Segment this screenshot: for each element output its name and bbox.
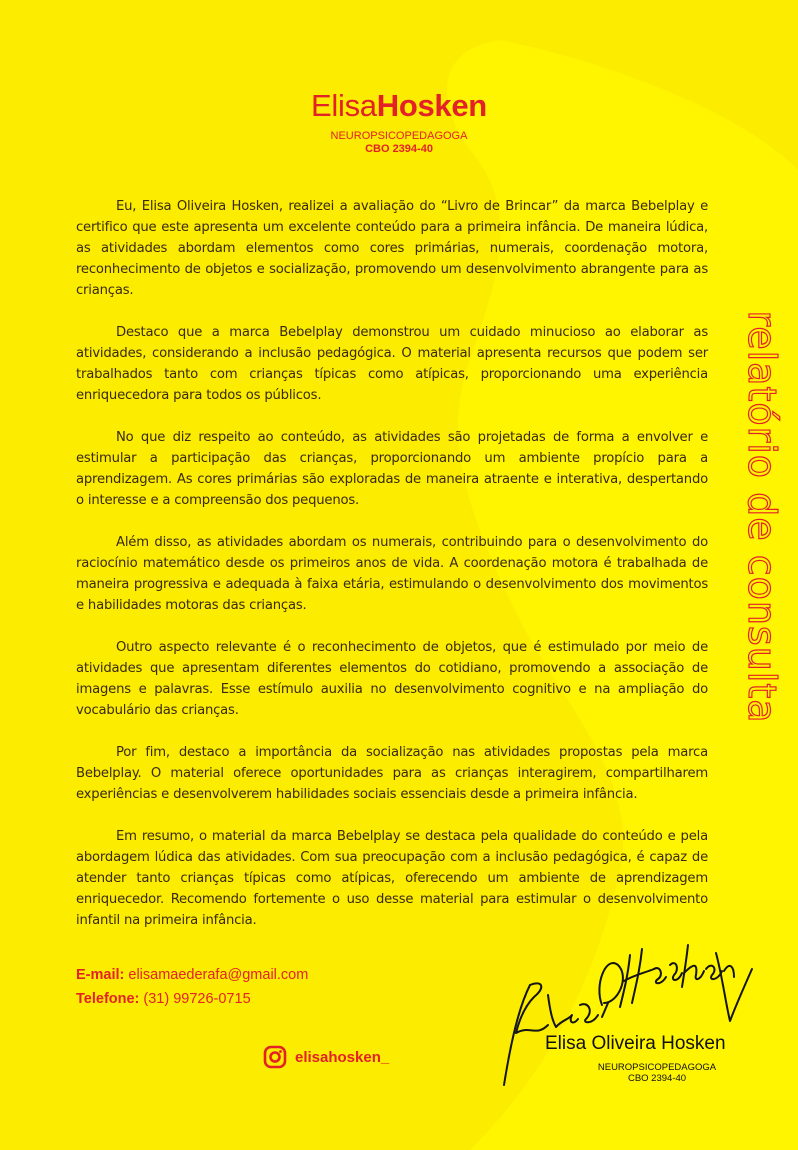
paragraph: Em resumo, o material da marca Bebelplay se destaca pela qualidade do conteúdo e pela abordagem lúdica das atividades. Com sua preocupação com a inclusão pedagógica, é capaz de atender tanto crianças típicas como atípicas, oferecendo um ambiente de aprendizagem enriquecedor. Recomendo fortemente o uso desse material para estimular o desenvolvimento infantil na primeira infância.: [76, 829, 708, 928]
header-role: NEUROPSICOPEDAGOGA: [330, 130, 468, 142]
contacts: [76, 963, 308, 1011]
phone-line: [76, 987, 308, 1011]
report-body: [76, 196, 708, 952]
phone-value: (31) 99726-0715: [143, 991, 251, 1007]
header: [0, 88, 798, 156]
header-cbo: CBO 2394-40: [365, 143, 433, 155]
phone-label: Telefone:: [76, 991, 140, 1007]
paragraph: Eu, Elisa Oliveira Hosken, realizei a avaliação do “Livro de Brincar” da marca Bebelplay e certifico que este apresenta um excelente conteúdo para a primeira infância. De maneira lúdica, as atividades abordam elementos como cores primárias, numerais, coordenação motora, reconhecimento de objetos e socialização, promovendo um desenvolvimento abrangente para as crianças.: [76, 199, 708, 298]
paragraph: Outro aspecto relevante é o reconhecimento de objetos, que é estimulado por meio de atividades que apresentam diferentes elementos do cotidiano, promovendo a associação de imagens e palavras. Esse estímulo auxilia no desenvolvimento cognitivo e na ampliação do vocabulário das crianças.: [76, 640, 708, 718]
email-label: E-mail:: [76, 967, 125, 983]
signature-name: Elisa Oliveira Hosken: [545, 1033, 726, 1054]
instagram-icon: [263, 1045, 287, 1069]
signature-cbo: CBO 2394-40: [627, 1073, 687, 1084]
email-line: [76, 963, 308, 987]
email-link[interactable]: elisamaederafa@gmail.com: [128, 967, 309, 983]
brand-logo: [0, 88, 798, 124]
vertical-title: relatório de consulta: [740, 310, 784, 724]
paragraph: No que diz respeito ao conteúdo, as atividades são projetadas de forma a envolver e estimular a participação das crianças, proporcionando um ambiente propício para a aprendizagem. As cores primárias são exploradas de maneira atraente e interativa, despertando o interesse e a compreensão dos pequenos.: [76, 430, 708, 508]
instagram-link[interactable]: [263, 1045, 389, 1069]
paragraph: Além disso, as atividades abordam os numerais, contribuindo para o desenvolvimento do raciocínio matemático desde os primeiros anos de vida. A coordenação motora é trabalhada de maneira progressiva e adequada à faixa etária, estimulando o desenvolvimento dos movimentos e habilidades motoras das crianças.: [76, 535, 708, 613]
signature-role: NEUROPSICOPEDAGOGA: [597, 1062, 717, 1073]
instagram-handle: elisahosken_: [295, 1048, 390, 1066]
brand-first-name: Elisa: [311, 88, 377, 123]
paragraph: Destaco que a marca Bebelplay demonstrou um cuidado minucioso ao elaborar as atividades, considerando a inclusão pedagógica. O material apresenta recursos que podem ser trabalhados tanto com crianças típicas como atípicas, proporcionando uma experiência enriquecedora para todos os públicos.: [76, 325, 708, 403]
brand-last-name: Hosken: [376, 88, 487, 123]
paragraph: Por fim, destaco a importância da socialização nas atividades propostas pela marca Bebelplay. O material oferece oportunidades para as crianças interagirem, compartilharem experiências e desenvolverem habilidades sociais essenciais desde a primeira infância.: [76, 745, 708, 802]
